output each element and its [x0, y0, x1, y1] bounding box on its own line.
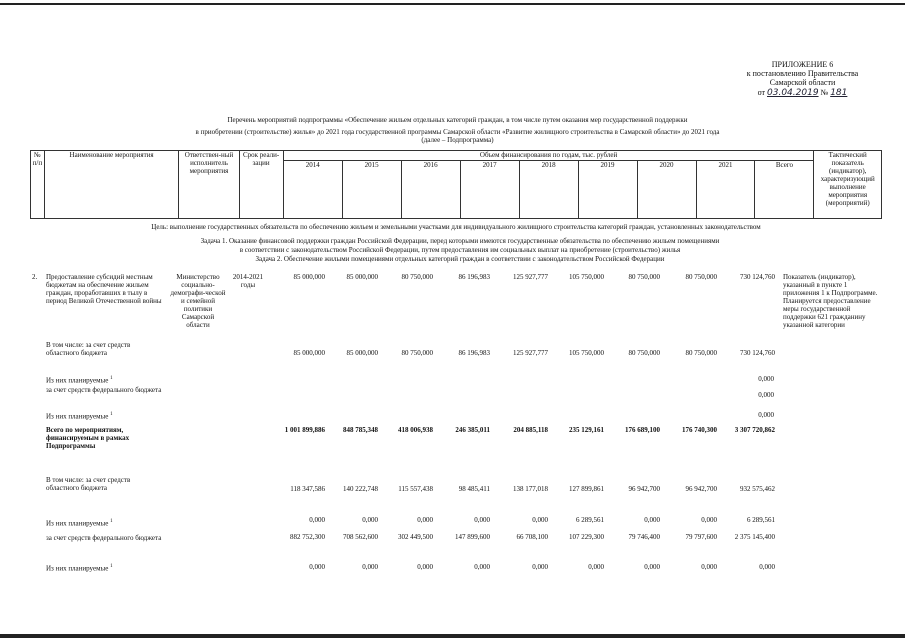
- value-cell: 730 124,760: [740, 273, 775, 281]
- total-inc-label: В том числе: за счет средств областного бюджета: [46, 476, 131, 492]
- header-year: 2019: [578, 161, 637, 219]
- heading-line1: Перечень мероприятий подпрограммы «Обеспечение жильем отдельных категорий граждан, в том числе путем оказания мер государственной поддержки: [227, 116, 688, 124]
- value-cell: 0,000: [309, 563, 325, 571]
- value-cell: 105 750,000: [569, 273, 604, 281]
- value-cell: 0,000: [362, 516, 378, 524]
- row-sub3-total: 0,000: [758, 391, 774, 399]
- value-cell: 0,000: [417, 563, 433, 571]
- header-year: 2021: [696, 161, 755, 219]
- value-cell: 882 752,300: [290, 533, 325, 541]
- value-cell: 932 575,462: [740, 485, 775, 493]
- header-term: Срок реали-зации: [239, 151, 283, 219]
- row-sub2-total: 0,000: [758, 375, 774, 383]
- value-cell: 80 750,000: [685, 349, 717, 357]
- value-cell: 848 785,348: [343, 426, 378, 434]
- value-cell: 105 750,000: [569, 349, 604, 357]
- appendix-title: ПРИЛОЖЕНИЕ 6: [771, 60, 834, 69]
- appendix-line1: к постановлению Правительства: [746, 69, 859, 78]
- goal-text: Цель: выполнение государственных обязательств по обеспечению жильем и земельными участками для индивидуального жилищного строительства категорий граждан, установленных законодательством: [151, 223, 761, 231]
- row-term: 2014-2021 годы: [232, 273, 264, 289]
- value-cell: 2 375 145,400: [734, 533, 775, 541]
- row-responsible: Министерство социально-демографи-ческой и семейной политики Самарской области: [170, 273, 226, 329]
- value-cell: 138 177,018: [513, 485, 548, 493]
- value-cell: 0,000: [309, 516, 325, 524]
- row-sub4-label: Из них планируемые $^1$: [46, 412, 113, 421]
- row-sub2-label: Из них планируемые $^1$: [46, 376, 113, 385]
- value-cell: 66 708,100: [516, 533, 548, 541]
- value-cell: 0,000: [644, 563, 660, 571]
- value-cell: 302 449,500: [398, 533, 433, 541]
- value-cell: 0,000: [701, 563, 717, 571]
- value-cell: 85 000,000: [293, 273, 325, 281]
- header-year: 2018: [519, 161, 578, 219]
- value-cell: 86 196,983: [458, 273, 490, 281]
- value-cell: 204 885,118: [513, 426, 548, 434]
- total-plan1-label: Из них планируемые $^1$: [46, 519, 113, 528]
- task1-line2: в соответствии с законодательством Российской Федерации, путем предоставления им социальных выплат на приобретение (строительство) жилья: [239, 246, 681, 254]
- value-cell: 127 899,861: [569, 485, 604, 493]
- header-year: 2016: [401, 161, 460, 219]
- value-cell: 1 001 899,886: [284, 426, 325, 434]
- value-cell: 176 740,300: [682, 426, 717, 434]
- header-year: 2017: [460, 161, 519, 219]
- heading-line3: (далее – Подпрограмма): [421, 136, 494, 144]
- value-cell: 147 899,600: [455, 533, 490, 541]
- number-handwritten: 181: [830, 88, 848, 98]
- document-heading: [40, 116, 875, 144]
- value-cell: 98 485,411: [458, 485, 490, 493]
- value-cell: 0,000: [532, 516, 548, 524]
- value-cell: 3 307 720,862: [734, 426, 775, 434]
- value-cell: 0,000: [701, 516, 717, 524]
- value-cell: 0,000: [474, 516, 490, 524]
- table-header: [30, 150, 882, 219]
- value-cell: 235 129,161: [569, 426, 604, 434]
- value-cell: 418 006,938: [398, 426, 433, 434]
- value-cell: 0,000: [532, 563, 548, 571]
- header-resp: Ответствен-ный исполнитель мероприятия: [179, 151, 239, 219]
- value-cell: 246 385,011: [455, 426, 490, 434]
- value-cell: 140 222,748: [343, 485, 378, 493]
- value-cell: 730 124,760: [740, 349, 775, 357]
- bottom-border: [0, 634, 905, 638]
- row-number: 2.: [32, 273, 38, 281]
- value-cell: 107 229,300: [569, 533, 604, 541]
- value-cell: 125 927,777: [513, 273, 548, 281]
- value-cell: 80 750,000: [401, 349, 433, 357]
- task2-text: Задача 2. Обеспечение жилыми помещениями отдельных категорий граждан в соответствии с законодательством Российской Федерации: [255, 255, 665, 263]
- row-sub1-label: В том числе: за счет средств областного бюджета: [46, 341, 131, 357]
- date-prefix: от: [757, 88, 766, 97]
- total-fed-label: за счет средств федерального бюджета: [46, 534, 162, 542]
- value-cell: 6 289,561: [747, 516, 775, 524]
- value-cell: 96 942,700: [628, 485, 660, 493]
- value-cell: 79 797,600: [685, 533, 717, 541]
- value-cell: 85 000,000: [346, 273, 378, 281]
- row-sub4-total: 0,000: [758, 411, 774, 419]
- value-cell: 80 750,000: [628, 349, 660, 357]
- value-cell: 708 562,600: [343, 533, 378, 541]
- header-year: Всего: [755, 161, 814, 219]
- value-cell: 0,000: [759, 563, 775, 571]
- row-indicator: Показатель (индикатор), указанный в пункте 1 приложения 1 к Подпрограмме. Планируется предоставление меры государственной поддержки 621 гражданину указанной категории: [783, 273, 878, 329]
- row-sub3-label: за счет средств федерального бюджета: [46, 386, 162, 394]
- header-year: 2014: [283, 161, 342, 219]
- value-cell: 80 750,000: [401, 273, 433, 281]
- value-cell: 96 942,700: [685, 485, 717, 493]
- appendix-line2: Самарской области: [769, 78, 836, 87]
- value-cell: 0,000: [588, 563, 604, 571]
- header-volume: Объем финансирования по годам, тыс. рублей: [283, 151, 814, 161]
- value-cell: 118 347,586: [290, 485, 325, 493]
- value-cell: 80 750,000: [685, 273, 717, 281]
- value-cell: 0,000: [474, 563, 490, 571]
- header-year: 2020: [637, 161, 696, 219]
- value-cell: 6 289,561: [576, 516, 604, 524]
- num-prefix: №: [820, 88, 829, 97]
- task1-line1: Задача 1. Оказание финансовой поддержки граждан Российской Федерации, перед которыми имеются государственные обязательства по обеспечению жильем помещениями: [200, 237, 720, 245]
- header-indicator: Тактический показатель (индикатор), характеризующий выполнение мероприятия (мероприятий): [814, 151, 882, 219]
- total-label: Всего по мероприятиям, финансируемым в рамках Подпрограммы: [46, 426, 130, 450]
- row-name: Предоставление субсидий местным бюджетам на обеспечение жильем граждан, проработавших в тылу в период Великой Отечественной войны: [46, 273, 162, 305]
- value-cell: 85 000,000: [346, 349, 378, 357]
- appendix-block: [715, 60, 890, 98]
- total-plan2-label: Из них планируемые $^1$: [46, 564, 113, 573]
- value-cell: 0,000: [644, 516, 660, 524]
- value-cell: 86 196,983: [458, 349, 490, 357]
- appendix-date: [715, 88, 890, 98]
- value-cell: 80 750,000: [628, 273, 660, 281]
- value-cell: 0,000: [362, 563, 378, 571]
- value-cell: 115 557,438: [398, 485, 433, 493]
- value-cell: 0,000: [417, 516, 433, 524]
- header-year: 2015: [342, 161, 401, 219]
- value-cell: 85 000,000: [293, 349, 325, 357]
- date-handwritten: 03.04.2019: [767, 88, 819, 98]
- header-num: № п/п: [31, 151, 45, 219]
- value-cell: 176 689,100: [625, 426, 660, 434]
- value-cell: 125 927,777: [513, 349, 548, 357]
- heading-line2: в приобретении (строительстве) жилья» до 2021 года государственной программы Самарской области «Развитие жилищного строительства в Самарской области» до 2021 года: [195, 128, 720, 136]
- value-cell: 79 746,400: [628, 533, 660, 541]
- header-name: Наименование мероприятия: [44, 151, 179, 219]
- top-border: [0, 3, 905, 5]
